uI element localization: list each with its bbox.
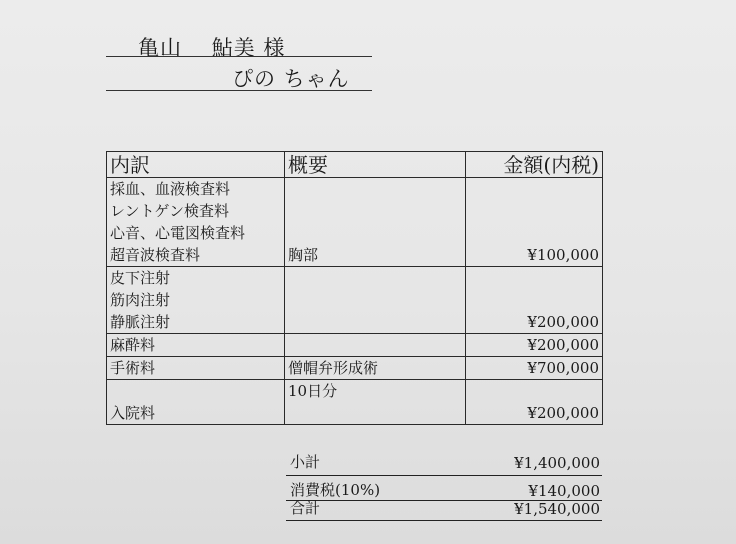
total-rule: [286, 520, 602, 521]
table-row: [107, 267, 603, 334]
breakdown-table: [106, 151, 603, 425]
row-note: [285, 334, 466, 357]
item-label: 筋肉注射: [110, 291, 171, 309]
subtotal-value: ¥1,400,000: [514, 454, 600, 472]
total-row: [286, 496, 602, 518]
row-items: [107, 267, 285, 334]
table-row: [107, 334, 603, 357]
item-label: 静脈注射: [110, 313, 171, 331]
column-header-summary: 概要: [285, 152, 466, 178]
tax-value: ¥140,000: [528, 482, 600, 500]
subtotal-label: 小計: [290, 453, 321, 471]
table-header-row: [107, 152, 603, 178]
row-amount: ¥200,000: [466, 380, 603, 425]
item-label: 皮下注射: [110, 269, 171, 287]
column-header-amount: 金額(内税): [466, 152, 603, 178]
row-note: [285, 267, 466, 334]
item-label: 麻酔料: [110, 336, 156, 354]
row-note: 10日分: [285, 380, 466, 425]
item-label: 心音、心電図検査料: [110, 224, 246, 242]
row-amount: ¥100,000: [466, 178, 603, 267]
item-label: レントゲン検査料: [110, 202, 230, 220]
subtotal-rule: [286, 475, 602, 476]
row-amount: ¥200,000: [466, 267, 603, 334]
owner-name: 亀山 鮎美 様: [138, 36, 286, 60]
row-items: [107, 357, 285, 380]
row-amount: ¥700,000: [466, 357, 603, 380]
pet-name: ぴの ちゃん: [232, 67, 350, 91]
row-items: [107, 334, 285, 357]
row-items: [107, 178, 285, 267]
column-header-breakdown: 内訳: [107, 152, 285, 178]
item-label: 採血、血液検査料: [110, 180, 231, 198]
row-note: 僧帽弁形成術: [285, 357, 466, 380]
item-label: 超音波検査料: [110, 246, 201, 264]
row-items: [107, 380, 285, 425]
item-label: 入院料: [110, 404, 156, 422]
tax-label: 消費税(10%): [290, 481, 381, 499]
total-value: ¥1,540,000: [514, 500, 600, 518]
table-row: [107, 380, 603, 425]
row-amount: ¥200,000: [466, 334, 603, 357]
row-note: 胸部: [285, 178, 466, 267]
pet-underline: [106, 90, 372, 91]
table-row: [107, 178, 603, 267]
item-label: 手術料: [110, 359, 156, 377]
table-row: [107, 357, 603, 380]
total-label: 合計: [290, 499, 321, 517]
owner-underline: [106, 56, 372, 57]
subtotal-row: [286, 450, 602, 472]
